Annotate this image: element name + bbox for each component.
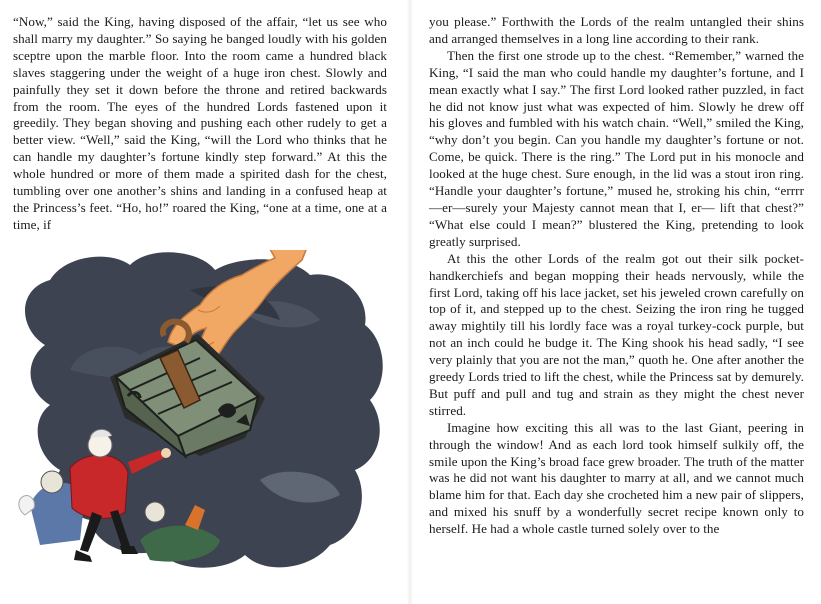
left-text-column: [13, 14, 387, 234]
paragraph: you please.” Forthwith the Lords of the realm untangled their shins and arranged themselves in a long line according to their rank.: [429, 14, 804, 46]
paragraph: At this the other Lords of the realm got out their silk pocket-handkerchiefs and began mopping their heads nervously, while the first Lord, taking off his lace jacket, set his jeweled crown carefully on top of it, and stepped up to the chest. Seizing the iron ring he tugged away mightily till his lordly face was a royal turkey-cock purple, but not an inch could he budge it. The King shook his head sadly, “I see very plainly that you are not the man,” quoth he. One after another the greedy Lords tried to lift the chest, while the Princess sat by demurely. But puff and pull and tug and strain as they might the chest never stirred.: [429, 250, 804, 418]
paragraph: Then the first one strode up to the chest. “Remember,” warned the King, “I said the man who could handle my daughter’s fortune, and I mean exactly what I say.” The first Lord looked rather puzzled, in fact he did not know just what was expected of him. Slowly he drew off his gloves and fumbled with his watch chain. “Well,” smiled the King, “why don’t you begin. Can you handle my daughter’s fortune or not. Come, be quick. There is the ring.” The Lord put in his monocle and looked at the huge chest. Sure enough, in the lid was a stout iron ring. “Handle your daughter’s fortune,” mused he, stroking his chin, “errrr—er—surely your Majesty cannot mean that I, er— lift that chest?” “What else could I mean?” blustered the King, pretending to look greatly surprised.: [429, 47, 804, 249]
paragraph: Imagine how exciting this all was to the last Giant, peering in through the window! And as each lord took himself sulkily off, the smile upon the King’s broad face grew broader. The truth of the matter was he did not want his daughter to marry at all, and we cannot much blame him for that. Each day she crocheted him a new pair of slippers, and mixed his snuff by a wonderfully secret recipe known only to herself. He had a whole castle turned solely over to the: [429, 419, 804, 537]
right-page: [413, 0, 821, 604]
giant-hand-chest-illustration: [10, 250, 390, 590]
right-text-column: [429, 14, 804, 538]
left-page: [0, 0, 408, 604]
paragraph: “Now,” said the King, having disposed of the affair, “let us see who shall marry my daughter.” So saying he banged loudly with his golden sceptre upon the marble floor. Into the room came a hundred black slaves staggering under the weight of a huge iron chest. Slowly and painfully they set it down before the throne and retired backwards from the room. The eyes of the hundred Lords fastened upon it greedily. They began shoving and pushing each other rudely to get a better view. “Well,” said the King, “will the Lord who thinks that he can handle my daughter’s fortune kindly step forward.” At this the whole hundred or more of them made a spirited dash for the chest, tumbling over one another’s shins and landing in a confused heap at the Princess’s feet. “Ho, ho!” roared the King, “one at a time, one at a time, if: [13, 14, 387, 232]
